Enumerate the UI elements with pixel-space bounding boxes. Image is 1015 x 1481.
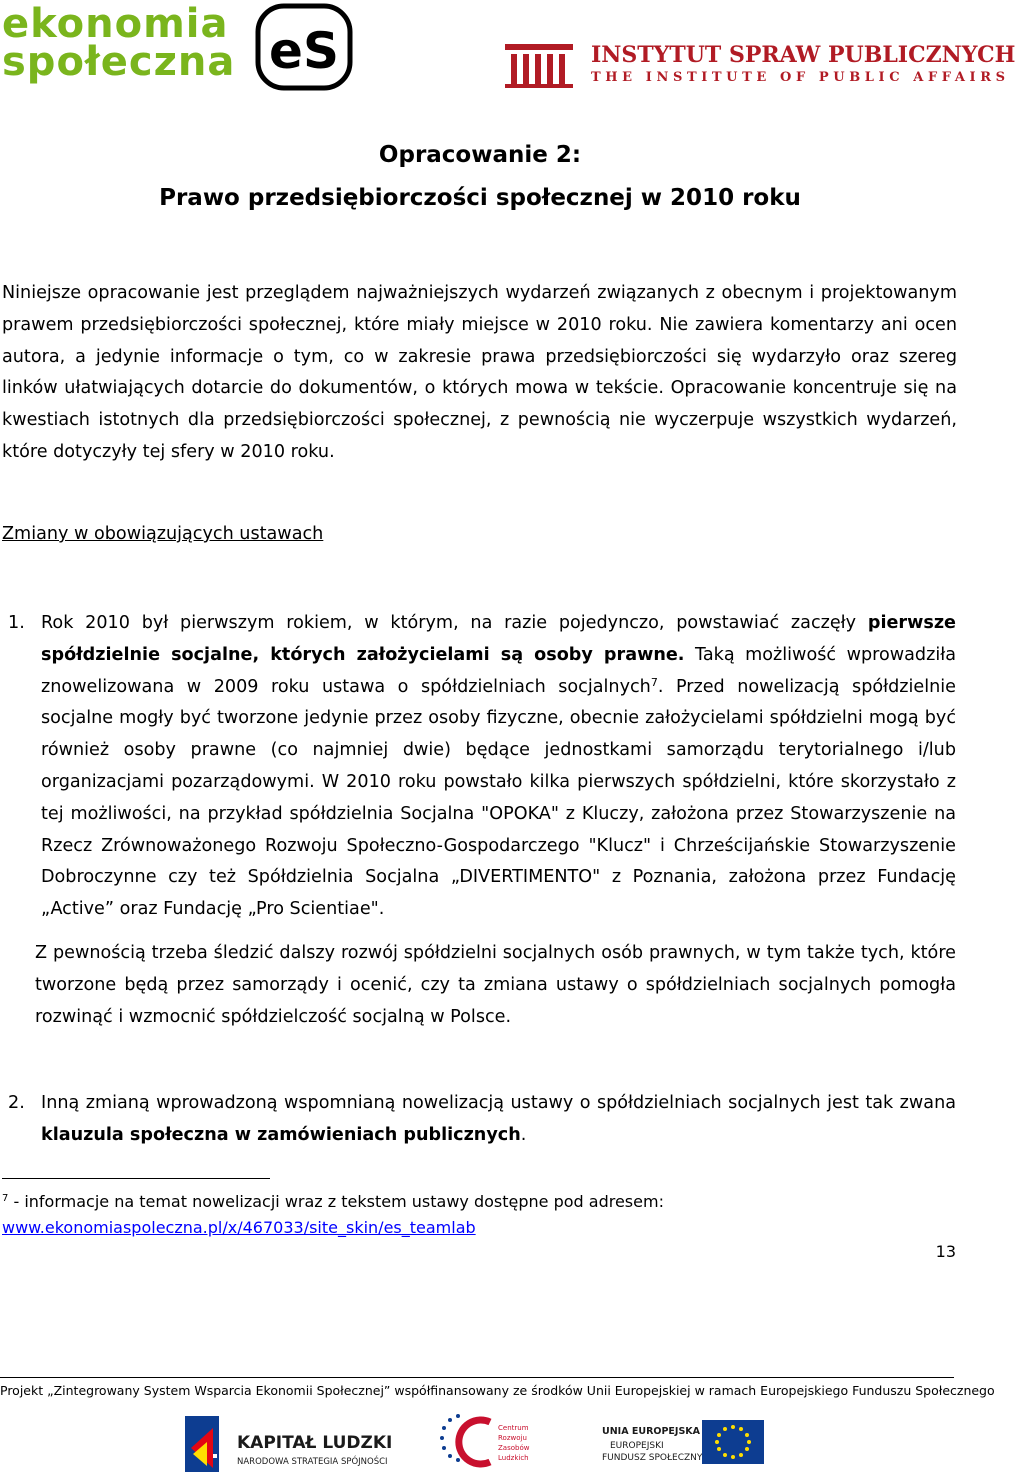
followup-text: Z pewnością trzeba śledzić dalszy rozwój spółdzielni socjalnych osób prawnych, w tym także tych, które tworzone będą przez samorządy i ocenić, czy ta zmiana ustawy o spółdzielniach socjalnych pomogła rozwinąć i wzmocnić spółdzielczość socjalną w Polsce.: [35, 943, 956, 1027]
intro-paragraph: [2, 278, 957, 469]
item2-text-b: .: [520, 1124, 527, 1145]
isp-name: INSTYTUT SPRAW PUBLICZNYCH: [591, 42, 1015, 68]
item1-text-b: Taką możliwość wprowadziła znowelizowana w 2009 roku ustawa o spółdzielniach socjalnych: [41, 644, 957, 697]
eu-line2: EUROPEJSKI: [610, 1441, 664, 1451]
item2-bold: klauzula społeczna w zamówieniach publicznych: [41, 1124, 521, 1145]
page-number: 13: [935, 1242, 956, 1261]
item1-bold: pierwsze spółdzielnie socjalne, których założycielami są osoby prawne.: [41, 613, 956, 665]
list-item-2: [41, 1088, 956, 1152]
list-item-1: [41, 608, 956, 926]
eu-flag-icon: [702, 1420, 764, 1464]
document-title-line2: Prawo przedsiębiorczości społecznej w 2010 roku: [159, 185, 801, 211]
followup-paragraph: [35, 938, 956, 1033]
item1-text-c: . Przed nowelizacją spółdzielnie socjalne mogły być tworzone jedynie przez osoby fizyczne, obecnie założycielami spółdzielni mogą być również osoby prawne (co najmniej dwie) będące jednostkami samorządu terytorialnego i/lub organizacjami pozarządowymi. W 2010 roku powstało kilka pierwszych spółdzielni, które skorzystało z tej możliwości, na przykład spółdzielnia Socjalna "OPOKA" z Kluczy, założona przez Stowarzyszenie na Rzecz Zrównoważonego Rozwoju Społeczno-Gospodarczego "Klucz" i Chrześcijańskie Stowarzyszenie Dobroczynne czy też Spółdzielnia Socjalna „DIVERTIMENTO" z Poznania, założona przez Fundację „Active” oraz Fundację „Pro Scientiae".: [41, 676, 957, 920]
es-logo-mark: [252, 2, 356, 92]
footnote-ref-7[interactable]: 7: [650, 675, 658, 689]
cr-line2: Rozwoju: [498, 1434, 527, 1442]
crzl-logo: [438, 1412, 538, 1472]
document-title-line1: Opracowanie 2:: [378, 142, 582, 168]
item2-text-a: Inną zmianą wprowadzoną wspomnianą nowelizacją ustawy o spółdzielniach socjalnych jest tak zwana: [41, 1093, 956, 1113]
kl-title: KAPITAŁ LUDZKI: [237, 1433, 393, 1453]
logo-word-spoleczna: społeczna: [2, 39, 236, 85]
kapital-ludzki-emblem-icon: [185, 1416, 219, 1472]
kl-subtitle: NARODOWA STRATEGIA SPÓJNOŚCI: [237, 1457, 388, 1467]
footnote: [2, 1189, 902, 1241]
cr-line4: Ludzkich: [498, 1454, 529, 1462]
eu-efs-logo: [598, 1418, 768, 1466]
intro-text: Niniejsze opracowanie jest przeglądem najważniejszych wydarzeń związanych z obecnym i projektowanym prawem przedsiębiorczości społecznej, które miały miejsce w 2010 roku. Nie zawiera komentarzy ani ocen autora, a jedynie informacje o tym, co w zakresie prawa przedsiębiorczości się wydarzyło oraz szereg linków ułatwiających dotarcie do dokumentów, o których mowa w tekście. Opracowanie koncentruje się na kwestiach istotnych dla przedsiębiorczości społecznej, z pewnością nie wyczerpuje wszystkich wydarzeń, które dotyczyły tej sfery w 2010 roku.: [2, 283, 957, 462]
list-number-2: 2.: [8, 1093, 25, 1113]
footnote-text: - informacje na temat nowelizacji wraz z tekstem ustawy dostępne pod adresem:: [8, 1192, 664, 1211]
crzl-c-icon: [459, 1420, 490, 1464]
footnote-marker: 7: [2, 1193, 9, 1204]
cr-line1: Centrum: [498, 1424, 529, 1432]
eu-line3: FUNDUSZ SPOŁECZNY: [602, 1453, 703, 1463]
isp-logo: [503, 40, 1015, 88]
footer-divider: [0, 1377, 954, 1378]
list-number-1: 1.: [8, 613, 25, 633]
section-title: Zmiany w obowiązujących ustawach: [2, 524, 324, 544]
es-mark-text: eS: [269, 22, 339, 80]
item1-text-a: Rok 2010 był pierwszym rokiem, w którym, na razie pojedynczo, powstawiać zaczęły: [41, 613, 868, 633]
project-funding-text: Projekt „Zintegrowany System Wsparcia Ekonomii Społecznej” współfinansowany ze środków Unii Europejskiej w ramach Europejskiego Funduszu Społecznego: [0, 1383, 995, 1398]
cr-line3: Zasobów: [498, 1444, 530, 1452]
ekonomia-spoleczna-logo: [0, 0, 360, 95]
columns-icon: [503, 44, 585, 88]
footnote-divider: [2, 1178, 270, 1179]
logo-word-ekonomia: ekonomia: [2, 1, 229, 47]
footnote-link[interactable]: www.ekonomiaspoleczna.pl/x/467033/site_skin/es_teamlab: [2, 1218, 476, 1237]
isp-name-en: THE INSTITUTE OF PUBLIC AFFAIRS: [591, 70, 1010, 85]
eu-line1: UNIA EUROPEJSKA: [602, 1426, 700, 1437]
kapital-ludzki-logo: [183, 1408, 393, 1476]
